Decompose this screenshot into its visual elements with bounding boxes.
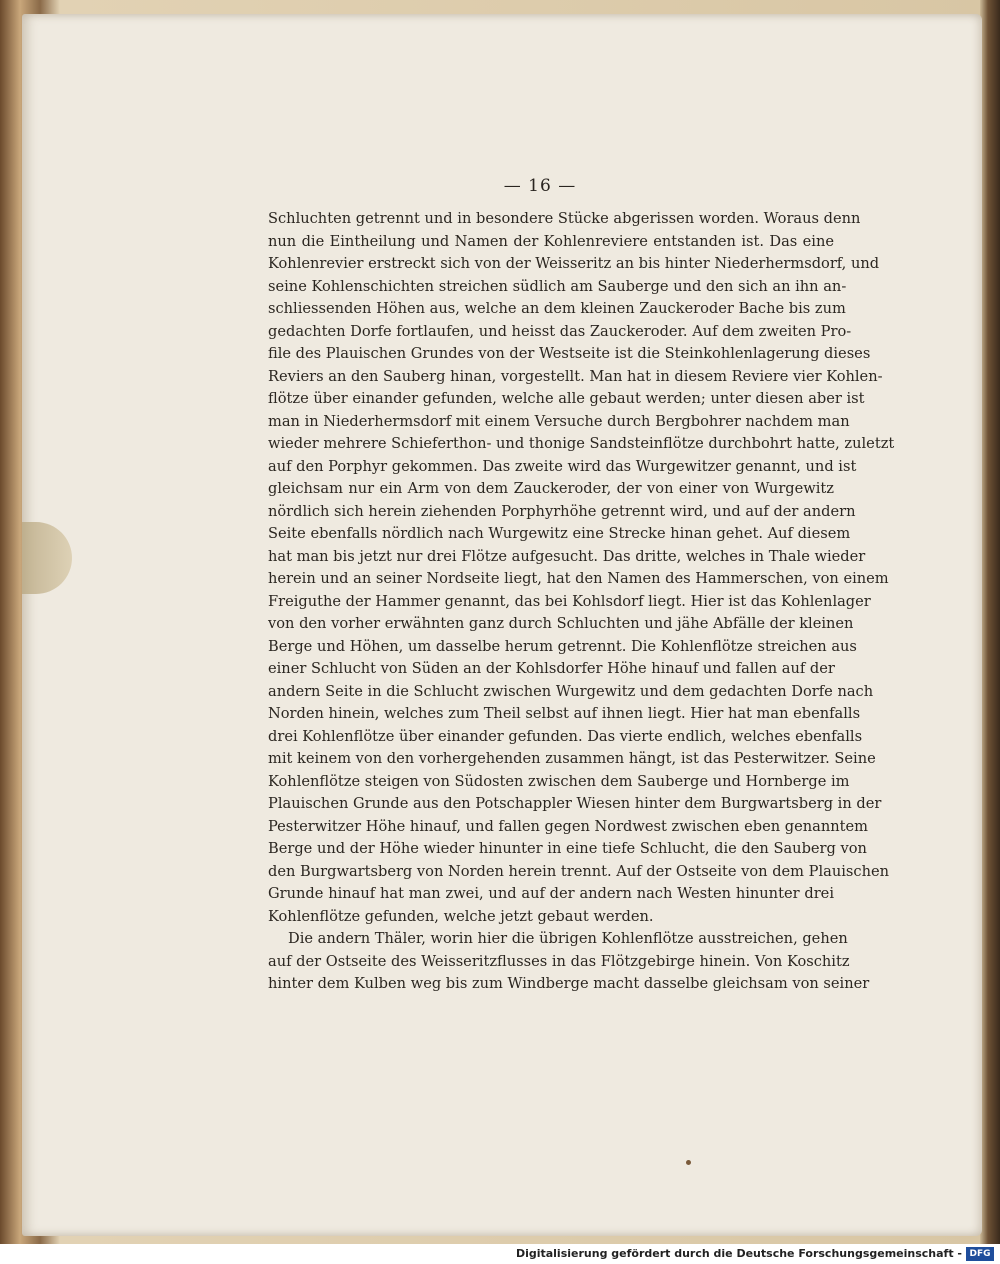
dfg-logo: DFG (966, 1247, 994, 1261)
text-line: gedachten Dorfe fortlaufen, und heisst das Zauckeroder. Auf dem zweiten Pro- (268, 322, 852, 340)
page-tab-marker (22, 522, 72, 594)
paragraph-1 (268, 208, 895, 928)
text-line: Kohlenrevier erstreckt sich von der Weisseritz an bis hinter Niederhermsdorf, und (268, 255, 880, 272)
text-line: Berge und der Höhe wieder hinunter in eine tiefe Schlucht, die den Sauberg von (268, 840, 867, 857)
page-speck (686, 1160, 691, 1165)
text-line: Seite ebenfalls nördlich nach Wurgewitz eine Strecke hinan gehet. Auf diesem (268, 525, 851, 542)
text-line: andern Seite in die Schlucht zwischen Wurgewitz und dem gedachten Dorfe nach (268, 682, 874, 700)
text-line: Grunde hinauf hat man zwei, und auf der andern nach Westen hinunter drei (268, 885, 834, 902)
text-line: Kohlenflötze gefunden, welche jetzt gebaut werden. (268, 907, 654, 925)
text-line: nördlich sich herein ziehenden Porphyrhöhe getrennt wird, und auf der andern (268, 502, 856, 520)
text-line: Berge und Höhen, um dasselbe herum getrennt. Die Kohlenflötze streichen aus (268, 637, 857, 655)
text-line: Reviers an den Sauberg hinan, vorgestellt. Man hat in diesem Reviere vier Kohlen- (268, 367, 883, 385)
footer-credit: Digitalisierung gefördert durch die Deutsche Forschungsgemeinschaft - (515, 1247, 962, 1260)
text-line: Schluchten getrennt und in besondere Stücke abgerissen worden. Woraus denn (268, 210, 861, 227)
page-number: — 16 — (503, 176, 577, 196)
text-line: einer Schlucht von Süden an der Kohlsdorfer Höhe hinauf und fallen auf der (268, 660, 835, 677)
text-line: mit keinem von den vorhergehenden zusammen hängt, ist das Pesterwitzer. Seine (268, 750, 876, 767)
text-line: Plauischen Grunde aus den Potschappler Wiesen hinter dem Burgwartsberg in der (268, 795, 882, 812)
text-line: hinter dem Kulben weg bis zum Windberge macht dasselbe gleichsam von seiner (268, 975, 870, 992)
footer-bar (0, 1244, 1000, 1264)
text-line: nun die Eintheilung und Namen der Kohlenreviere entstanden ist. Das eine (268, 232, 834, 250)
text-line: Kohlenflötze steigen von Südosten zwischen dem Sauberge und Hornberge im (268, 772, 850, 790)
text-line: file des Plauischen Grundes von der Westseite ist die Steinkohlenlagerung dieses (268, 345, 871, 362)
text-line: drei Kohlenflötze über einander gefunden. Das vierte endlich, welches ebenfalls (268, 727, 863, 745)
text-line: hat man bis jetzt nur drei Flötze aufgesucht. Das dritte, welches in Thale wieder (268, 547, 866, 565)
text-line: flötze über einander gefunden, welche alle gebaut werden; unter diesen aber ist (268, 390, 865, 407)
text-line: den Burgwartsberg von Norden herein trennt. Auf der Ostseite von dem Plauischen (268, 862, 890, 880)
text-line: gleichsam nur ein Arm von dem Zauckeroder, der von einer von Wurgewitz (268, 480, 834, 497)
text-line: seine Kohlenschichten streichen südlich am Sauberge und den sich an ihn an- (268, 277, 847, 295)
text-line: Freiguthe der Hammer genannt, das bei Kohlsdorf liegt. Hier ist das Kohlenlager (268, 592, 871, 610)
text-line: man in Niederhermsdorf mit einem Versuche durch Bergbohrer nachdem man (268, 412, 850, 430)
book-right-edge (980, 0, 1000, 1244)
text-block (268, 208, 895, 996)
text-line: von den vorher erwähnten ganz durch Schluchten und jähe Abfälle der kleinen (268, 615, 854, 632)
text-line: Pesterwitzer Höhe hinauf, und fallen gegen Nordwest zwischen eben genanntem (268, 817, 868, 835)
text-line: auf der Ostseite des Weisseritzflusses in das Flötzgebirge hinein. Von Koschitz (268, 952, 850, 970)
text-line: auf den Porphyr gekommen. Das zweite wird das Wurgewitzer genannt, und ist (268, 457, 857, 475)
paragraph-2 (268, 928, 870, 996)
text-line: schliessenden Höhen aus, welche an dem kleinen Zauckeroder Bache bis zum (268, 300, 846, 317)
text-line: herein und an seiner Nordseite liegt, hat den Namen des Hammerschen, von einem (268, 570, 889, 587)
text-line: Die andern Thäler, worin hier die übrigen Kohlenflötze ausstreichen, gehen (288, 930, 848, 947)
text-line: Norden hinein, welches zum Theil selbst auf ihnen liegt. Hier hat man ebenfalls (268, 705, 861, 722)
text-line: wieder mehrere Schieferthon- und thonige Sandsteinflötze durchbohrt hatte, zuletzt (268, 435, 895, 452)
